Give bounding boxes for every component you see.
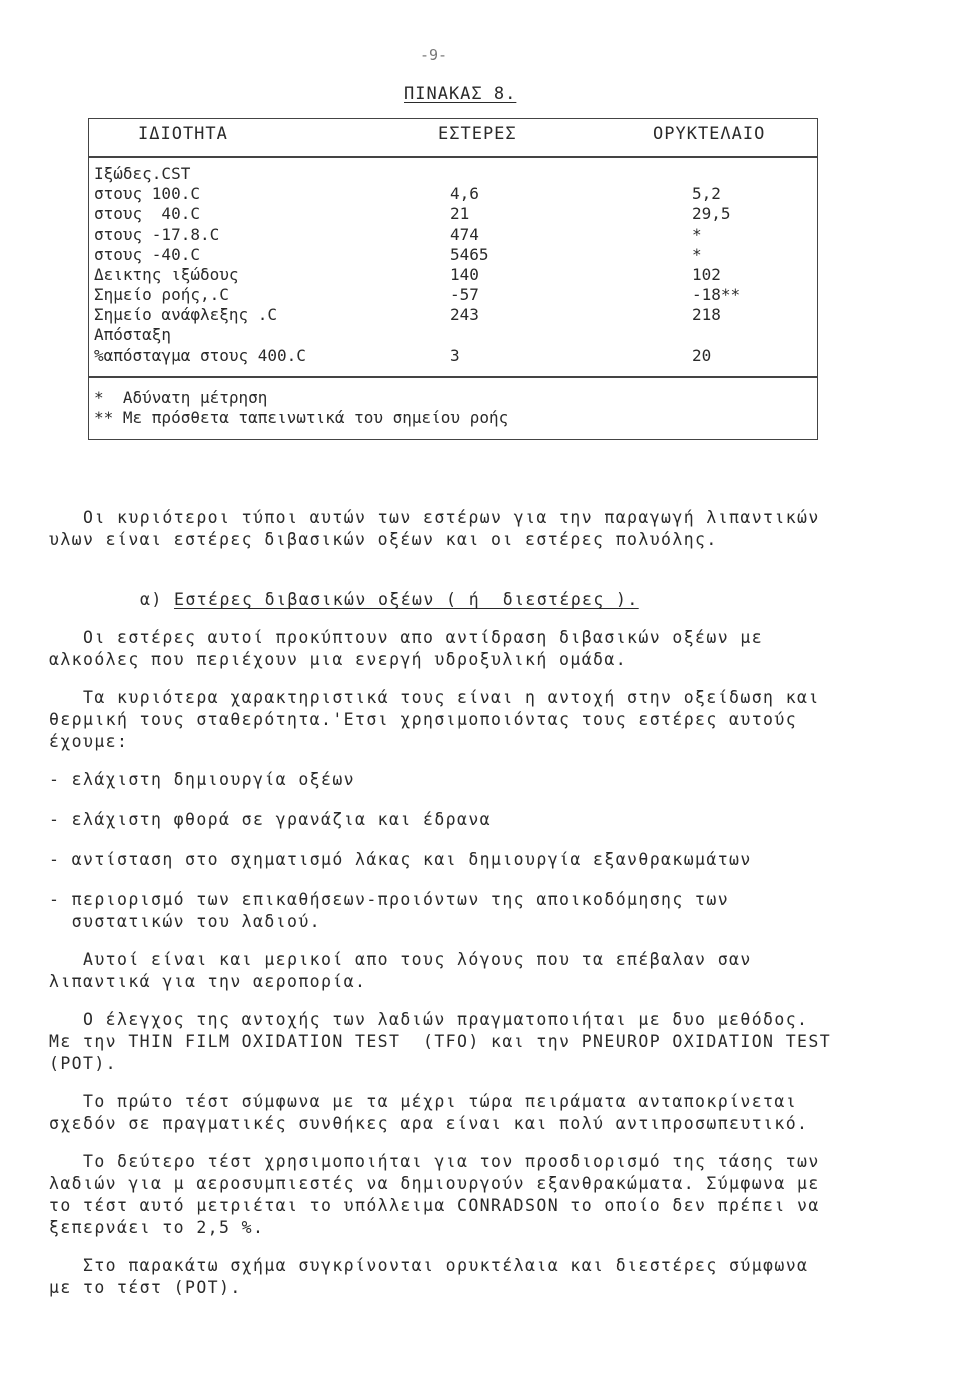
table-cell-esters: 474 [450,225,479,244]
table-cell-esters: 243 [450,305,479,324]
table-row-label: Σημείο ροής,.C [94,285,229,304]
header-divider [88,156,818,158]
table-cell-mineral: * [692,245,702,264]
paragraph-line: με το τέστ (POT). [49,1278,242,1297]
table-row-label: Απόσταξη [94,325,172,344]
paragraph-line: έχουμε: [49,732,129,751]
table-row-label: %απόσταγμα στους 400.C [94,346,306,365]
table-row-label: Ιξώδες.CST [94,164,191,183]
header-property: ΙΔΙΟΤΗΤΑ [138,124,228,144]
paragraph-line: αλκοόλες που περιέχουν μια ενεργή υδροξυλική ομάδα. [49,650,628,669]
section-heading [140,590,639,610]
table-note: * Αδύνατη μέτρηση [94,388,268,407]
table-row-label: στους -17.8.C [94,225,220,244]
table-cell-esters: 4,6 [450,184,479,203]
paragraph-line: ξεπερνάει το 2,5 %. [49,1218,265,1237]
table-row-label: στους -40.C [94,245,200,264]
list-item: - αντίσταση στο σχηματισμό λάκας και δημιουργία εξανθρακωμάτων [49,850,752,869]
header-esters: ΕΣΤΕΡΕΣ [438,124,517,144]
paragraph-line: Το πρώτο τέστ σύμφωνα με τα μέχρι τώρα πειράματα ανταποκρίνεται [49,1092,798,1111]
table-row-label: στους 100.C [94,184,200,203]
paragraph-line: το τέστ αυτό μετριέται το υπόλλειμα CONRADSON το οποίο δεν πρέπει να [49,1196,820,1215]
paragraph-line: Οι κυριότεροι τύποι αυτών των εστέρων για την παραγωγή λιπαντικών [49,508,820,527]
header-mineral-oil: ΟΡΥΚΤΕΛΑΙΟ [653,124,766,144]
paragraph-line: Τα κυριότερα χαρακτηριστικά τους είναι η αντοχή στην οξείδωση και [49,688,820,707]
table-cell-mineral: -18** [692,285,741,304]
list-item: - περιορισμό των επικαθήσεων-προιόντων της αποικοδόμησης των [49,890,730,909]
paragraph-line: υλων είναι εστέρες διβασικών οξέων και οι εστέρες πολυόλης. [49,530,718,549]
paragraph-line: Στο παρακάτω σχήμα συγκρίνονται ορυκτέλαια και διεστέρες σύμφωνα [49,1256,809,1275]
section-prefix: α) [140,590,175,609]
table-cell-mineral: * [692,225,702,244]
paragraph-line: σχεδόν σε πραγματικές συνθήκες αρα είναι και πολύ αντιπροσωπευτικό. [49,1114,809,1133]
section-heading-text: Εστέρες διβασικών οξέων ( ή διεστέρες ). [174,590,639,609]
table-cell-mineral: 20 [692,346,712,365]
list-item: - ελάχιστη φθορά σε γρανάζια και έδρανα [49,810,492,829]
table-cell-esters: 3 [450,346,460,365]
table-cell-mineral: 5,2 [692,184,721,203]
table-title: ΠΙΝΑΚΑΣ 8. [404,84,517,104]
list-item: συστατικών του λαδιού. [49,912,322,931]
paragraph-line: Με την THIN FILM OXIDATION TEST (TFO) και την PNEUROP OXIDATION TEST [49,1032,832,1051]
paragraph-line: λαδιών για μ αεροσυμπιεστές να δημιουργούν εξανθρακώματα. Σύμφωνα με [49,1174,820,1193]
table-row-label: στους 40.C [94,204,200,223]
table-cell-esters: 21 [450,204,470,223]
list-item: - ελάχιστη δημιουργία οξέων [49,770,356,789]
table-note: ** Με πρόσθετα ταπεινωτικά του σημείου ροής [94,408,509,427]
paragraph-line: Αυτοί είναι και μερικοί απο τους λόγους που τα επέβαλαν σαν [49,950,752,969]
table-cell-mineral: 102 [692,265,721,284]
paragraph-line: θερμική τους σταθερότητα.'Ετσι χρησιμοποιόντας τους εστέρες αυτούς [49,710,798,729]
notes-divider [88,376,818,378]
paragraph-line: λιπαντικά για την αεροπορία. [49,972,367,991]
table-cell-esters: -57 [450,285,479,304]
page-number: -9- [420,46,448,64]
table-row-label: Δεικτης ιξώδους [94,265,239,284]
table-cell-esters: 140 [450,265,479,284]
paragraph-line: Οι εστέρες αυτοί προκύπτουν απο αντίδραση διβασικών οξέων με [49,628,764,647]
paragraph-line: Ο έλεγχος της αντοχής των λαδιών πραγματοποιήται με δυο μεθόδος. [49,1010,809,1029]
table-row-label: Σημείο ανάφλεξης .C [94,305,278,324]
paragraph-line: Το δεύτερο τέστ χρησιμοποιήται για τον προσδιορισμό της τάσης των [49,1152,820,1171]
table-cell-mineral: 29,5 [692,204,731,223]
table-cell-esters: 5465 [450,245,489,264]
paragraph-line: (POT). [49,1054,118,1073]
table-cell-mineral: 218 [692,305,721,324]
